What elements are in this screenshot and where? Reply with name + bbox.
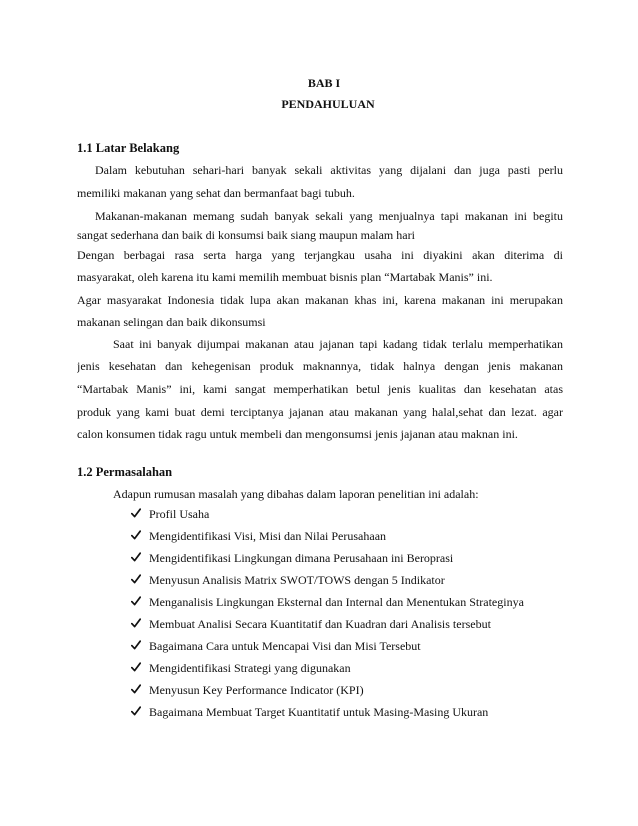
list-item <box>131 682 364 698</box>
list-item <box>131 528 386 544</box>
checkmark-icon <box>131 661 141 673</box>
paragraph-line: Dalam kebutuhan sehari-hari banyak sekali aktivitas yang dijalani dan juga pasti perlu <box>95 163 563 177</box>
list-item-label: Menyusun Key Performance Indicator (KPI) <box>149 683 364 697</box>
list-item <box>131 638 421 654</box>
paragraph-line: sangat sederhana dan baik di konsumsi baik siang maupun malam hari <box>77 228 415 242</box>
checkmark-icon <box>131 683 141 695</box>
paragraph-line: Agar masyarakat Indonesia tidak lupa akan makanan khas ini, karena makanan ini merupakan <box>77 293 563 307</box>
list-item-label: Mengidentifikasi Strategi yang digunakan <box>149 661 351 675</box>
chapter-number: BAB I <box>307 76 341 90</box>
paragraph-line: Dengan berbagai rasa serta harga yang terjangkau usaha ini diyakini akan diterima di <box>77 248 563 262</box>
list-item <box>131 572 445 588</box>
list-item <box>131 550 453 566</box>
checkmark-icon <box>131 705 141 717</box>
paragraph-line: “Martabak Manis” ini, kami sangat memperhatikan betul jenis kualitas dan kesehatan atas <box>77 382 563 396</box>
paragraph-line: masyarakat, oleh karena itu kami memilih membuat bisnis plan “Martabak Manis” ini. <box>77 270 493 284</box>
list-item <box>131 660 351 676</box>
checkmark-icon <box>131 595 141 607</box>
checkmark-icon <box>131 507 141 519</box>
paragraph-line: memiliki makanan yang sehat dan bermanfaat bagi tubuh. <box>77 186 355 200</box>
list-item-label: Membuat Analisi Secara Kuantitatif dan Kuadran dari Analisis tersebut <box>149 617 491 631</box>
list-item <box>131 616 491 632</box>
list-item-label: Menganalisis Lingkungan Eksternal dan Internal dan Menentukan Strateginya <box>149 595 524 609</box>
list-item-label: Bagaimana Cara untuk Mencapai Visi dan Misi Tersebut <box>149 639 421 653</box>
checkmark-icon <box>131 617 141 629</box>
paragraph-line: jenis kesehatan dan kehegenisan produk maknannya, tidak halnya dengan jenis makanan <box>77 359 563 373</box>
checkmark-icon <box>131 639 141 651</box>
list-item-label: Profil Usaha <box>149 507 210 521</box>
checkmark-icon <box>131 573 141 585</box>
checkmark-icon <box>131 551 141 563</box>
paragraph-line: calon konsumen tidak ragu untuk membeli dan mengonsumsi jenis jajanan atau maknan ini. <box>77 427 518 441</box>
list-item-label: Menyusun Analisis Matrix SWOT/TOWS dengan 5 Indikator <box>149 573 445 587</box>
list-item <box>131 506 209 522</box>
list-item-label: Bagaimana Membuat Target Kuantitatif untuk Masing-Masing Ukuran <box>149 705 489 719</box>
section-heading-permasalahan: 1.2 Permasalahan <box>77 465 173 479</box>
paragraph-line: Saat ini banyak dijumpai makanan atau jajanan tapi kadang tidak terlalu memperhatikan <box>113 337 563 351</box>
chapter-title: PENDAHULUAN <box>281 97 375 111</box>
checkmark-icon <box>131 529 141 541</box>
list-item-label: Mengidentifikasi Visi, Misi dan Nilai Perusahaan <box>149 529 387 543</box>
list-item <box>131 704 488 720</box>
list-item-label: Mengidentifikasi Lingkungan dimana Perusahaan ini Beroprasi <box>149 551 454 565</box>
paragraph-line: makanan selingan dan baik dikonsumsi <box>77 315 266 329</box>
list-item <box>131 594 524 610</box>
section-heading-latar-belakang: 1.1 Latar Belakang <box>77 141 180 155</box>
section-intro-permasalahan: Adapun rumusan masalah yang dibahas dalam laporan penelitian ini adalah: <box>113 487 479 501</box>
paragraph-line: produk yang kami buat demi terciptanya jajanan atau makanan yang halal,sehat dan lezat. agar <box>77 405 563 419</box>
paragraph-line: Makanan-makanan memang sudah banyak sekali yang menjualnya tapi makanan ini begitu <box>95 209 563 223</box>
